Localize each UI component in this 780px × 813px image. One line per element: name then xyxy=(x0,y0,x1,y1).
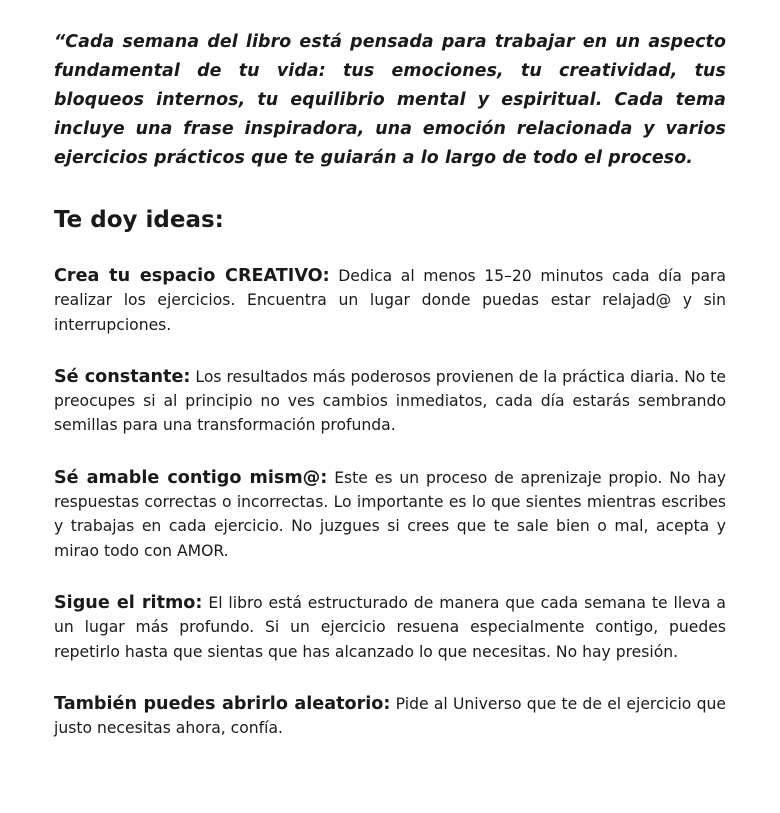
tip-lead: Crea tu espacio CREATIVO: xyxy=(54,266,330,286)
tip-paragraph-random xyxy=(54,692,726,741)
intro-paragraph: “Cada semana del libro está pensada para trabajar en un aspecto fundamental de tu vida: tus emociones, tu creatividad, tus bloqueos internos, tu equilibrio mental y espiritual. Cada tema incluye una frase inspiradora, una emoción relacionada y varios ejercicios prácticos que te guiarán a lo largo de todo el proceso. xyxy=(54,32,726,168)
tip-lead: Sé amable contigo mism@: xyxy=(54,467,328,488)
tip-lead: Sigue el ritmo: xyxy=(54,592,203,613)
tip-text: El libro está estructurado de manera que cada semana te lleva a un lugar más profundo. Si un ejercicio resuena especialmente contigo, puedes repetirlo hasta que sientas que has alcanzado lo que necesitas. No hay presión. xyxy=(54,593,726,661)
section-heading: Te doy ideas: xyxy=(54,207,224,233)
tip-lead: También puedes abrirlo aleatorio: xyxy=(54,693,391,714)
tip-paragraph-creative-space xyxy=(54,264,726,337)
tip-lead: Sé constante: xyxy=(54,366,191,387)
tip-paragraph-rhythm xyxy=(54,591,726,664)
tip-text: Los resultados más poderosos provienen de la práctica diaria. No te preocupes si al principio no ves cambios inmediatos, cada día estarás sembrando semillas para una transformación profunda. xyxy=(54,367,726,435)
document-page xyxy=(54,28,726,740)
tip-paragraph-kind xyxy=(54,466,726,563)
tip-text: Pide al Universo que te de el ejercicio que justo necesitas ahora, confía. xyxy=(54,694,726,738)
tip-paragraph-constant xyxy=(54,365,726,438)
tip-text: Dedica al menos 15–20 minutos cada día para realizar los ejercicios. Encuentra un lugar donde puedas estar relajad@ y sin interrupciones. xyxy=(54,267,726,334)
tip-text: Este es un proceso de aprenizaje propio. No hay respuestas correctas o incorrectas. Lo importante es lo que sientes mientras escribes y trabajas en cada ejercicio. No juzgues si crees que te sale bien o mal, acepta y mirao todo con AMOR. xyxy=(54,468,726,560)
